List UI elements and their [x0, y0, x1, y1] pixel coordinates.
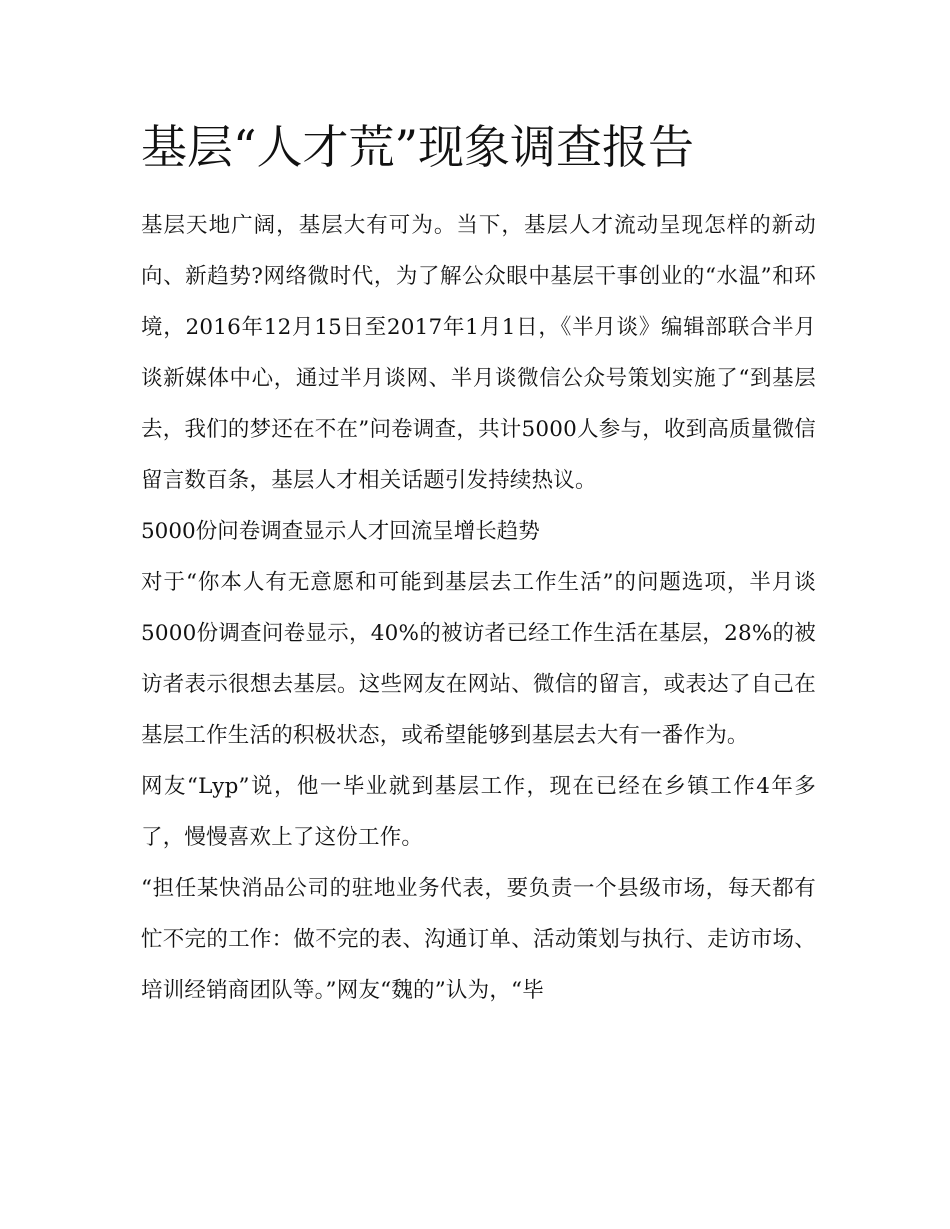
- netizen-lyp-paragraph: 网友“Lyp”说，他一毕业就到基层工作，现在已经在乡镇工作4年多了，慢慢喜欢上了这份工作。: [141, 774, 816, 850]
- document-body: [141, 112, 816, 1016]
- document-title: 基层“人才荒”现象调查报告: [141, 120, 695, 174]
- survey-paragraph: 对于“你本人有无意愿和可能到基层去工作生活”的问题选项，半月谈5000份调查问卷显示，40%的被访者已经工作生活在基层，28%的被访者表示很想去基层。这些网友在网站、微信的留言，或表达了自己在基层工作生活的积极状态，或希望能够到基层去大有一番作为。: [141, 570, 816, 748]
- netizen-quote-paragraph: “担任某快消品公司的驻地业务代表，要负责一个县级市场，每天都有忙不完的工作：做不完的表、沟通订单、活动策划与执行、走访市场、培训经销商团队等。”网友“魏的”认为，“毕: [141, 876, 816, 1003]
- intro-paragraph: 基层天地广阔，基层大有可为。当下，基层人才流动呈现怎样的新动向、新趋势?网络微时代，为了解公众眼中基层干事创业的“水温”和环境，2016年12月15日至2017年1月1日，《半月谈》编辑部联合半月谈新媒体中心，通过半月谈网、半月谈微信公众号策划实施了“到基层去，我们的梦还在不在”问卷调查，共计5000人参与，收到高质量微信留言数百条，基层人才相关话题引发持续热议。: [141, 213, 816, 493]
- section-heading: 5000份问卷调查显示人才回流呈增长趋势: [141, 519, 540, 544]
